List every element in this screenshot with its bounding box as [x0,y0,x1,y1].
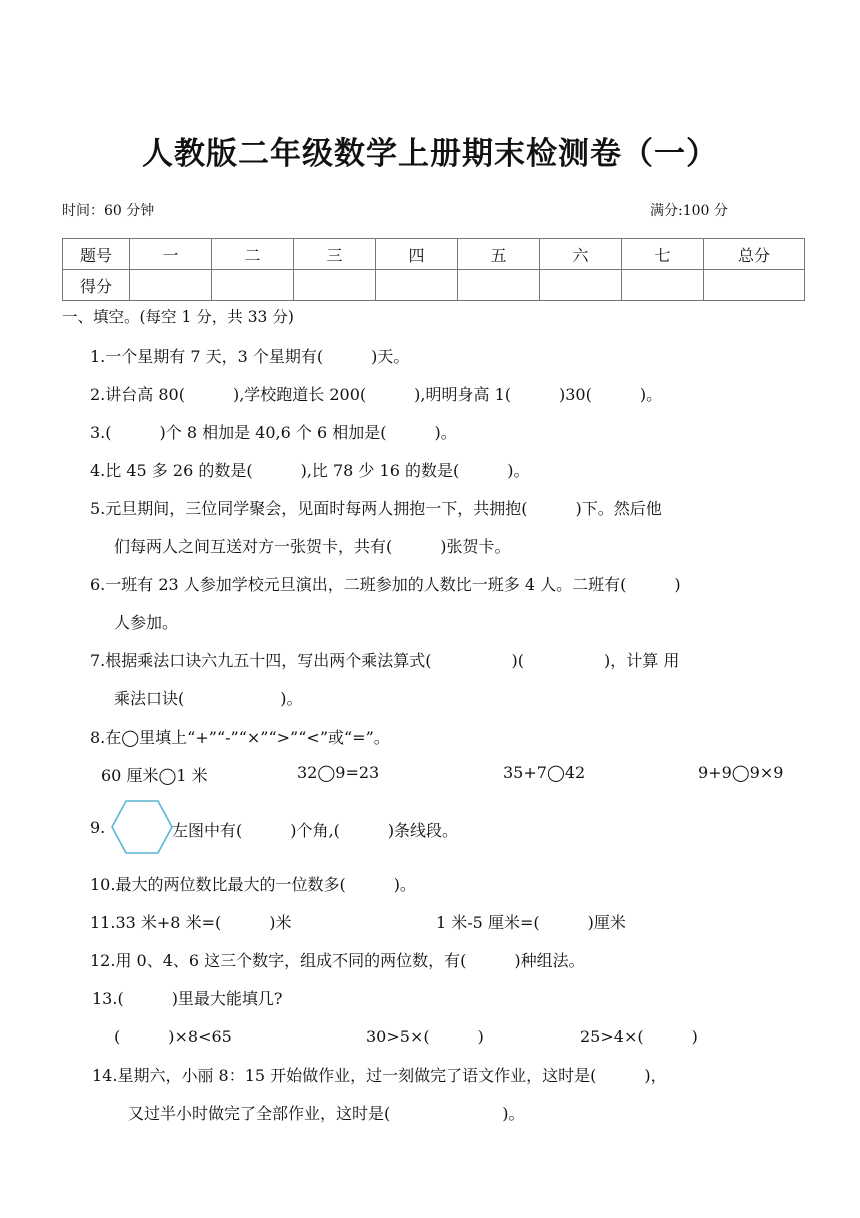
score-cell[interactable] [540,270,622,301]
question-13-item-2: 30>5×( ) [366,1027,484,1046]
header-cell: 总分 [704,239,805,270]
exam-full-score: 满分:100 分 [650,203,728,219]
score-table [62,238,805,301]
score-table-score-row [63,270,805,301]
question-7-line-1: 7.根据乘法口诀六九五十四，写出两个乘法算式( )( )，计算 用 [90,651,680,670]
question-8-item-1: 60 厘米◯1 米 [101,766,208,785]
score-cell[interactable] [212,270,294,301]
question-6-line-2: 人参加。 [114,613,179,632]
header-cell: 一 [130,239,212,270]
question-13-item-3: 25>4×( ) [580,1027,698,1046]
header-cell: 二 [212,239,294,270]
section-1-heading: 一、填空。(每空 1 分，共 33 分) [62,308,294,326]
question-4: 4.比 45 多 26 的数是( ),比 78 少 16 的数是( )。 [90,461,530,480]
score-cell[interactable] [294,270,376,301]
question-14-line-2: 又过半小时做完了全部作业，这时是( )。 [128,1104,525,1123]
question-12: 12.用 0、4、6 这三个数字，组成不同的两位数，有( )种组法。 [90,951,585,970]
question-9-number: 9. [90,818,106,837]
score-cell[interactable] [458,270,540,301]
question-1: 1.一个星期有 7 天，3 个星期有( )天。 [90,347,410,366]
score-table-header-row [63,239,805,270]
question-11-part-1: 11.33 米+8 米=( )米 [90,913,292,932]
question-10: 10.最大的两位数比最大的一位数多( )。 [90,875,416,894]
question-8-item-3: 35+7◯42 [503,763,586,782]
question-14-line-1: 14.星期六，小丽 8：15 开始做作业，过一刻做完了语文作业，这时是( )， [92,1066,667,1085]
question-9: 左图中有( )个角,( )条线段。 [172,821,459,840]
question-13: 13.( )里最大能填几? [92,989,283,1008]
question-6-line-1: 6.一班有 23 人参加学校元旦演出，二班参加的人数比一班多 4 人。二班有( ) [90,575,681,594]
score-cell[interactable] [376,270,458,301]
question-3: 3.( )个 8 相加是 40,6 个 6 相加是( )。 [90,423,457,442]
hexagon-figure [110,799,174,855]
question-5-line-1: 5.元旦期间，三位同学聚会，见面时每两人拥抱一下，共拥抱( )下。然后他 [90,499,662,518]
question-11-part-2: 1 米-5 厘米=( )厘米 [436,913,626,932]
header-cell: 六 [540,239,622,270]
question-7-line-2: 乘法口诀( )。 [114,689,303,708]
score-cell[interactable] [704,270,805,301]
page-title: 人教版二年级数学上册期末检测卷（一） [142,136,718,172]
header-cell: 四 [376,239,458,270]
question-13-item-1: ( )×8<65 [114,1027,232,1046]
score-row-label: 得分 [63,270,130,301]
score-cell[interactable] [130,270,212,301]
header-cell: 七 [622,239,704,270]
question-2: 2.讲台高 80( ),学校跑道长 200( ),明明身高 1( )30( )。 [90,385,663,404]
exam-time: 时间：60 分钟 [62,203,155,219]
question-8-item-4: 9+9◯9×9 [698,763,784,782]
header-cell: 三 [294,239,376,270]
header-cell: 五 [458,239,540,270]
question-5-line-2: 们每两人之间互送对方一张贺卡，共有( )张贺卡。 [114,537,511,556]
score-cell[interactable] [622,270,704,301]
question-8: 8.在◯里填上“+”“-”“×”“>”“<”或“=”。 [90,728,390,747]
question-8-item-2: 32◯9=23 [297,763,380,782]
header-cell: 题号 [63,239,130,270]
